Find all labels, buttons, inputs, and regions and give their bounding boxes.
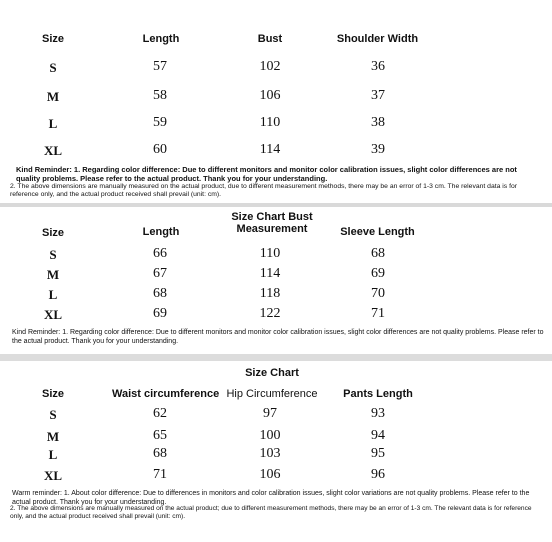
size-xl: XL — [43, 307, 63, 322]
header-shoulder-width: Shoulder Width — [336, 33, 419, 45]
header-length: Length — [142, 226, 180, 238]
size-s: S — [49, 247, 57, 262]
bust-value: 122 — [259, 306, 281, 321]
waist-value: 68 — [153, 446, 167, 461]
size-xl: XL — [43, 143, 63, 158]
size-l: L — [48, 287, 58, 302]
color-difference-reminder: Warm reminder: 1. About color difference: Due to differences in monitors and color calibration issues, slight color variations are not quality problems. Please refer to the actual product. Thank you for your understanding. — [12, 490, 530, 506]
size-chart-middle — [0, 207, 552, 349]
sleeve-value: 68 — [371, 246, 385, 261]
hip-value: 97 — [263, 406, 277, 421]
size-m: M — [46, 89, 60, 104]
color-difference-reminder: Kind Reminder: 1. Regarding color difference: Due to different monitors and monitor color calibration issues, slight color differences are not quality problems. Please refer to the actual product. Thank you for your understanding. — [12, 329, 544, 345]
header-size: Size — [41, 388, 64, 400]
chart-title — [212, 211, 332, 235]
size-m: M — [46, 267, 60, 282]
waist-value: 71 — [153, 467, 167, 482]
pants-length-value: 95 — [371, 446, 385, 461]
length-value: 59 — [153, 115, 167, 130]
size-chart-pants — [0, 363, 552, 542]
chart-title-line2: Measurement — [236, 223, 308, 235]
sleeve-value: 70 — [371, 286, 385, 301]
size-s: S — [49, 60, 57, 75]
size-xl: XL — [43, 468, 63, 483]
bust-value: 110 — [259, 115, 281, 130]
bust-value: 102 — [259, 59, 281, 74]
size-l: L — [48, 116, 58, 131]
chart-title: Size Chart — [245, 367, 299, 379]
header-size: Size — [41, 33, 64, 45]
chart-title-line1: Size Chart Bust — [231, 211, 313, 223]
header-bust: Bust — [257, 33, 283, 45]
sleeve-value: 71 — [371, 306, 385, 321]
length-value: 58 — [153, 88, 167, 103]
shoulder-value: 39 — [371, 142, 385, 157]
size-s: S — [49, 407, 57, 422]
header-sleeve-length: Sleeve Length — [340, 226, 415, 238]
length-value: 66 — [153, 246, 167, 261]
bust-value: 114 — [259, 142, 281, 157]
length-value: 68 — [153, 286, 167, 301]
section-divider — [0, 349, 552, 363]
sleeve-value: 69 — [371, 266, 385, 281]
color-difference-reminder: Kind Reminder: 1. Regarding color difference: Due to different monitors and monitor color calibration issues, slight color differences are not quality problems. Please refer to the actual product. Thank you for your understanding. — [16, 165, 517, 183]
shoulder-value: 37 — [371, 88, 385, 103]
header-hip-circumference: Hip Circumference — [226, 388, 318, 400]
length-value: 69 — [153, 306, 167, 321]
pants-length-value: 93 — [371, 406, 385, 421]
bust-value: 114 — [259, 266, 281, 281]
measurement-note: 2. The above dimensions are manually measured on the actual product, due to different measurement methods, there may be an error of 1-3 cm. The relevant data is for reference only, and the actual product received shall prevail (unit: cm). — [10, 183, 518, 198]
length-value: 60 — [153, 142, 167, 157]
shoulder-value: 38 — [371, 115, 385, 130]
header-size: Size — [41, 227, 64, 239]
bust-value: 110 — [259, 246, 281, 261]
waist-value: 62 — [153, 406, 167, 421]
bust-value: 118 — [259, 286, 281, 301]
size-chart-top — [0, 0, 552, 203]
bust-value: 106 — [259, 88, 281, 103]
header-waist-circumference: Waist circumference — [112, 388, 220, 400]
hip-value: 103 — [259, 446, 281, 461]
measurement-note: 2. The above dimensions are manually measured on the actual product; due to different measurement methods, there may be an error of 1-3 cm. The relevant data is for reference only, and the actual product received shall prevail (unit: cm). — [10, 505, 532, 520]
hip-value: 100 — [259, 428, 281, 443]
header-pants-length: Pants Length — [343, 388, 413, 400]
pants-length-value: 96 — [371, 467, 385, 482]
header-length: Length — [142, 33, 180, 45]
pants-length-value: 94 — [371, 428, 385, 443]
length-value: 57 — [153, 59, 167, 74]
hip-value: 106 — [259, 467, 281, 482]
shoulder-value: 36 — [371, 59, 385, 74]
length-value: 67 — [153, 266, 167, 281]
size-m: M — [46, 429, 60, 444]
size-l: L — [48, 447, 58, 462]
waist-value: 65 — [153, 428, 167, 443]
